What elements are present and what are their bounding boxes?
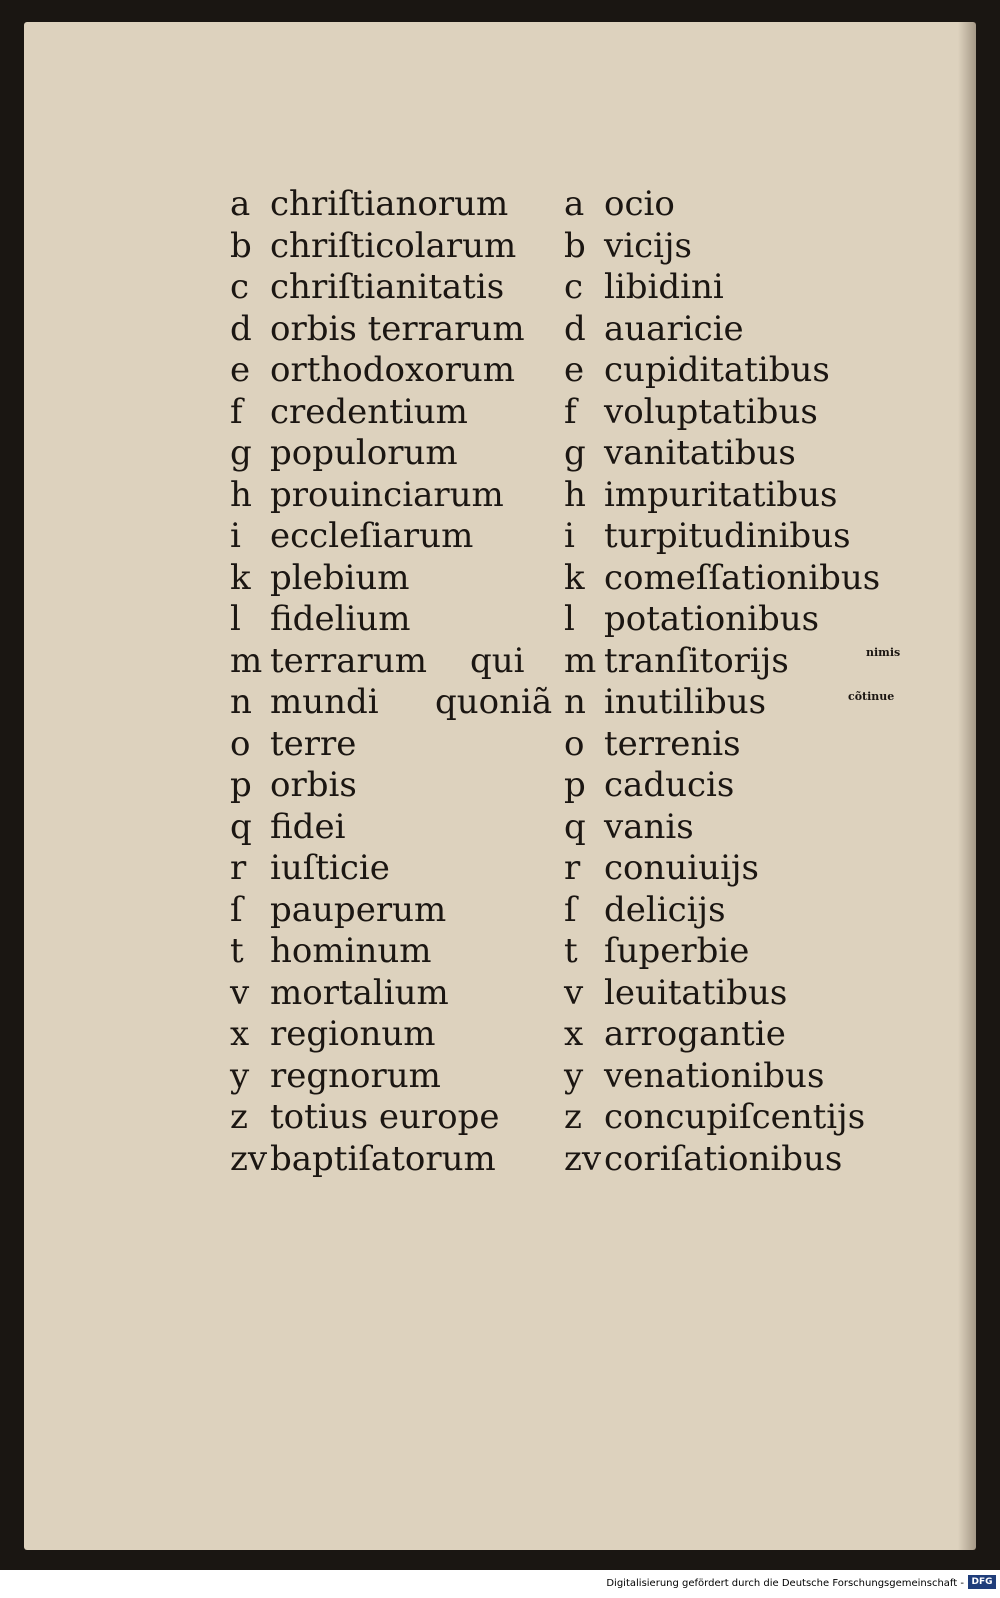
left-entry [230,765,525,807]
entry-word: auaricie [604,308,744,349]
entry-word: prouinciarum [270,474,504,515]
conjunction-qui: qui [470,640,525,681]
entry-letter: l [564,599,575,639]
entry-word: cupiditatibus [604,350,830,390]
entry-letter: x [230,1014,250,1054]
right-entry [564,475,880,517]
left-entry [230,724,525,766]
entry-word: chriſticolarum [270,225,517,266]
entry-letter: y [564,1055,584,1096]
entry-letter: y [230,1055,250,1096]
left-entry [230,599,525,641]
entry-letter: k [564,557,585,598]
entry-letter: t [564,931,578,971]
entry-letter: t [230,931,244,971]
entry-letter: h [230,474,252,515]
entry-word: terre [270,723,357,764]
right-entry [564,765,880,807]
entry-letter: g [230,433,252,473]
entry-letter: g [564,433,586,473]
entry-word: tranſitorijs [604,640,789,681]
left-entry [230,184,525,226]
margin-note-cotinue: cõtinue [848,690,895,703]
left-column [230,184,553,1180]
entry-word: libidini [604,267,724,307]
right-entry [564,309,880,351]
right-entry [564,931,880,973]
entry-word: fidelium [270,599,411,639]
entry-word: mortalium [270,972,449,1013]
right-entry [564,350,880,392]
right-entry [564,1139,880,1181]
entry-word: eccleſiarum [270,516,474,556]
left-entry [230,848,525,890]
right-column [564,184,880,1180]
entry-word: inutilibus [604,682,767,722]
entry-word: vicijs [604,225,692,266]
entry-word: terrenis [604,723,741,764]
right-entry [564,641,880,683]
entry-word: orthodoxorum [270,350,516,390]
entry-word: turpitudinibus [604,516,851,556]
entry-word: chriſtianitatis [270,267,505,307]
left-entry [230,641,525,683]
right-entry [564,724,880,766]
entry-word: orbis terrarum [270,308,525,349]
entry-letter: o [564,723,585,764]
entry-letter: c [230,267,250,307]
entry-word: vanitatibus [604,433,796,473]
right-entry [564,516,880,558]
entry-letter: q [230,806,252,847]
entry-letter: b [230,225,252,266]
entry-letter: q [564,806,586,847]
left-entry [230,516,525,558]
left-entry [230,1014,525,1056]
entry-word: caducis [604,765,735,805]
entry-letter: h [564,474,586,515]
right-entry [564,973,880,1015]
entry-word: comeſſationibus [604,557,881,598]
right-entry [564,226,880,268]
left-entry [230,475,525,517]
entry-word: venationibus [604,1055,825,1096]
left-entry [230,973,525,1015]
entry-word: voluptatibus [604,391,818,432]
left-entry [230,807,525,849]
entry-word: potationibus [604,599,820,639]
entry-letter: f [230,391,243,432]
right-entry [564,558,880,600]
entry-letter: d [230,308,252,349]
right-entry [564,1014,880,1056]
right-entry [564,599,880,641]
left-entry [230,1139,525,1181]
entry-word: iuſticie [270,848,390,888]
entry-word: concupiſcentijs [604,1097,866,1137]
right-entry [564,1056,880,1098]
entry-letter: zv [564,1138,602,1179]
left-entry [230,433,525,475]
left-entry [230,682,553,724]
entry-word: leuitatibus [604,972,788,1013]
left-entry [230,1097,525,1139]
entry-letter: v [564,972,584,1013]
entry-letter: a [230,184,251,224]
left-entry [230,226,525,268]
left-entry [230,392,525,434]
entry-letter: zv [230,1138,268,1179]
entry-letter: i [230,516,241,556]
right-entry [564,267,880,309]
entry-letter: k [230,557,251,598]
left-entry [230,350,525,392]
left-entry [230,931,525,973]
right-entry [564,1097,880,1139]
entry-word: plebium [270,557,410,598]
entry-letter: ſ [230,889,243,930]
entry-letter: x [564,1014,584,1054]
entry-word: conuiuijs [604,848,759,888]
margin-note-nimis: nimis [866,646,901,659]
entry-word: totius europe [270,1097,500,1137]
entry-letter: m [564,640,597,681]
entry-letter: r [564,848,581,888]
entry-letter: f [564,391,577,432]
entry-letter: n [564,682,586,722]
entry-letter: b [564,225,586,266]
entry-letter: n [230,682,252,722]
page-edge-shadow [958,22,976,1550]
entry-word: terrarum [270,640,427,681]
entry-letter: e [564,350,585,390]
entry-word: impuritatibus [604,474,838,515]
left-entry [230,890,525,932]
entry-letter: c [564,267,584,307]
entry-letter: p [230,765,252,805]
right-entry [564,184,880,226]
right-entry [564,848,880,890]
entry-word: fidei [270,806,346,847]
entry-letter: z [564,1097,582,1137]
entry-letter: e [230,350,251,390]
entry-word: orbis [270,765,357,805]
entry-letter: m [230,640,263,681]
entry-word: hominum [270,931,432,971]
left-entry [230,558,525,600]
entry-word: delicijs [604,889,726,930]
left-entry [230,309,525,351]
entry-word: vanis [604,806,694,847]
right-entry [564,807,880,849]
dfg-logo: DFG [968,1575,996,1589]
entry-word: credentium [270,391,468,432]
entry-letter: ſ [564,889,577,930]
left-entry [230,267,525,309]
entry-letter: i [564,516,575,556]
footer [0,1570,1000,1598]
entry-word: mundi [270,682,379,722]
entry-word: populorum [270,433,458,473]
left-entry [230,1056,525,1098]
right-entry [564,392,880,434]
entry-word: regnorum [270,1055,441,1096]
entry-word: baptiſatorum [270,1138,496,1179]
entry-letter: l [230,599,241,639]
entry-word: ocio [604,184,675,224]
entry-word: coriſationibus [604,1138,843,1179]
entry-letter: z [230,1097,248,1137]
entry-word: pauperum [270,889,447,930]
entry-letter: d [564,308,586,349]
entry-word: chriſtianorum [270,184,509,224]
right-entry [564,890,880,932]
entry-letter: p [564,765,586,805]
footer-credit: Digitalisierung gefördert durch die Deutsche Forschungsgemeinschaft - [606,1578,964,1589]
entry-letter: a [564,184,585,224]
entry-word: arrogantie [604,1014,786,1054]
entry-letter: r [230,848,247,888]
entry-word: ſuperbie [604,931,750,971]
conjunction-quonia: quoniã [435,682,553,722]
right-entry [564,433,880,475]
entry-letter: v [230,972,250,1013]
entry-word: regionum [270,1014,436,1054]
entry-letter: o [230,723,251,764]
right-entry [564,682,880,724]
